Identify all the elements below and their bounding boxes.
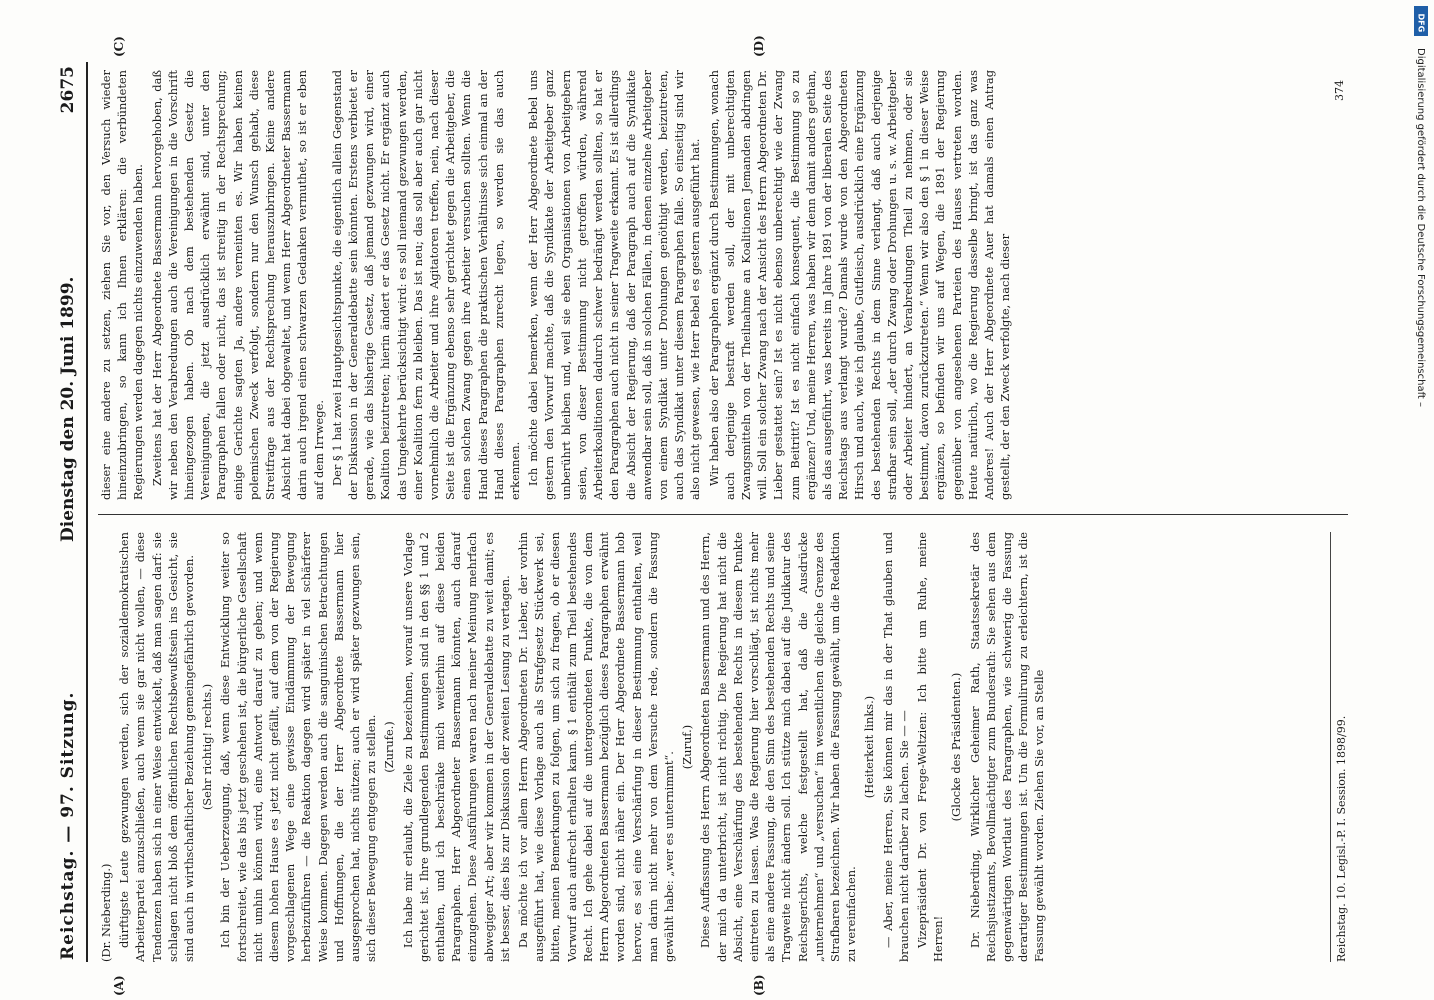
interjection: (Glocke des Präsidenten.) bbox=[949, 672, 964, 822]
speaker-ref: (Dr. Nieberding.) bbox=[99, 863, 113, 962]
page-number: 2675 bbox=[58, 66, 78, 114]
paragraph: — Aber, meine Herren, Sie können mir das in der That glauben und brauchen nicht darüber zu lachen. Sie — — bbox=[880, 532, 911, 962]
paragraph: Da möchte ich vor allem Herrn Abgeordneten Dr. Lieber, der vorhin ausgeführt hat, wie diese Vorlage auch als Strafgesetz Stückwerk sei, bitten, meinen Bemerkungen zu folgen, um sich zu fragen, ob er diesen Vorwurf auch aufrecht erhalten kann. § 1 enthält zum Theil bestehendes Recht. Ich gehe dabei auf die untergeordneten Punkte, die von dem Herrn Abgeordneten Bassermann bezüglich dieses Paragraphen erwähnt worden sind, nicht näher ein. Der Herr Abgeordnete Bassermann hob hervor, es sei eine Verschärfung in dieser Bestimmung enthalten, weil man darin nicht mehr von dem Versuche rede, sondern die Fassung gewählt habe: „wer es unternimmt“. bbox=[516, 532, 676, 962]
margin-marker-d: (D) bbox=[752, 35, 766, 57]
signature-number: 374 bbox=[1332, 80, 1346, 101]
paragraph: dieser eine andere zu setzen, ziehen Sie vor, den Versuch wieder hineinzubringen, so kann ich Ihnen erklären: die verbündeten Regierungen werden dagegen nichts einzuwenden haben. bbox=[99, 70, 146, 500]
margin-marker-b: (B) bbox=[752, 974, 766, 996]
paragraph: Zweitens hat der Herr Abgeordnete Bassermann hervorgehoben, daß wir neben den Verabredungen auch die Vereinigungen in die Vorschrift hineingezogen haben. Ob nach dem bestehenden Gesetz die Vereinigungen, die jetzt ausdrücklich erwähnt sind, unter den Paragraphen fallen oder nicht, das ist streitig in der Rechtsprechung; einige Gerichte sagten Ja, andere verneinten es. Wir haben keinen polemischen Zweck verfolgt, sondern nur den Wunsch gehabt, diese Streitfrage aus der Rechtsprechung herauszubringen. Keine andere Absicht hat dabei obgewaltet, und wenn Herr Abgeordneter Bassermann darin auch irgend einen schwarzen Gedanken vermuthet, so ist er eben auf dem Irrwege. bbox=[149, 70, 326, 500]
margin-marker-a: (A) bbox=[112, 975, 126, 996]
header-date: Dienstag den 20. Juni 1899. bbox=[58, 276, 78, 542]
right-column bbox=[98, 70, 1358, 500]
rotated-page-content bbox=[52, 35, 1372, 996]
paragraph: Ich habe mir erlaubt, die Ziele zu bezeichnen, worauf unsere Vorlage gerichtet ist. Ihre grundlegenden Bestimmungen sind in den §§ 1 und 2 enthalten, und ich beschränke mich weiterhin auf diese beiden Paragraphen. Herr Abgeordneter Bassermann könnten, auch darauf einzugehen. Diese Ausführungen waren nach meiner Meinung mehrfach abwegiger Art; aber wir kommen in der Generaldebatte zu weit damit; es ist besser, dies bis zur Diskussion der zweiten Lesung zu vertagen. bbox=[400, 532, 512, 962]
credit-text: Digitalisierung gefördert durch die Deutsche Forschungsgemeinschaft – bbox=[1415, 48, 1426, 408]
header-left: Reichstag. — 97. Sitzung. bbox=[58, 691, 78, 960]
interjection: (Zurufe.) bbox=[382, 721, 397, 773]
paragraph: dürftigste Leute gezwungen werden, sich der sozialdemokratischen Arbeiterpartei anzuschließen, auch wenn sie gar nicht wollen, — diese Tendenzen haben sich in einer Weise entwickelt, daß man sagen darf: sie schlagen nicht bloß dem öffentlichen Rechtsbewußtsein ins Gesicht, sie sind auch in wirthschaftlicher Beziehung gemeingefährlich geworden. bbox=[117, 532, 197, 962]
paragraph: Ich möchte dabei bemerken, wenn der Herr Abgeordnete Bebel uns gestern den Vorwurf machte, daß die Syndikate der Arbeitgeber ganz unberührt bleiben und, weil sie eben Organisationen von Arbeitgebern seien, von dieser Bestimmung nicht getroffen würden, während Arbeiterkoalitionen dadurch schwer bedrängt werden sollten, so hat er den Paragraphen auch nicht in seiner Tragweite erkannt. Es ist allerdings die Absicht der Regierung, daß der Paragraph auch auf die Syndikate anwendbar sein soll, daß in solchen Fällen, in denen einzelne Arbeitgeber von einem Syndikat unter Drohungen genöthigt werden, beizutreten, auch das Syndikat unter diesem Paragraphen falle. So einseitig sind wir also nicht gewesen, wie Herr Bebel es gestern ausgeführt hat. bbox=[526, 70, 703, 500]
running-head bbox=[52, 62, 88, 962]
margin-marker-c: (C) bbox=[112, 36, 126, 57]
paragraph: Dr. Nieberding, Wirklicher Geheimer Rath, Staatssekretär des Reichsjustizamts, Bevollmächtigter zum Bundesrath: Sie sehen aus dem gegenwärtigen Wortlaut des Paragraphen, wie schwierig die Fassung derartiger Bestimmungen ist. Um die Formulirung zu erleichtern, ist die Fassung gewählt worden. Ziehen Sie vor, an Stelle bbox=[967, 532, 1047, 962]
interjection: (Sehr richtig! rechts.) bbox=[200, 683, 215, 811]
footer-line: Reichstag. 10. Legisl.-P. I. Session. 1898/99. bbox=[1330, 532, 1350, 962]
dfg-logo: DFG bbox=[1414, 6, 1428, 36]
digitization-credit bbox=[1410, 8, 1428, 992]
paragraph: Wir haben also der Paragraphen ergänzt durch Bestimmungen, wonach auch derjenige bestraft werden soll, der mit unberechtigten Zwangsmitteln von der Theilnahme an Koalitionen Jemanden abdringen will. Soll ein solcher Zwang nach der Ansicht des Herrn Abgeordneten Dr. Lieber gestattet sein? Ist es nicht ebenso unberechtigt wie der Zwang zum Beitritt? Ist es nicht einfach konsequent, die Bestimmung so zu ergänzen? Und, meine Herren, was haben wir denn damit anders gethan, als das ausgeführt, was bereits im Jahre 1891 von der liberalen Seite des Reichstags aus verlangt wurde? Damals wurde von den Abgeordneten Hirsch und auch, wie ich glaube, Gutfleisch, ausdrücklich eine Ergänzung des bestehenden Rechts in dem Sinne verlangt, daß auch derjenige strafbar sein soll, „der durch Zwang oder Drohungen u. s. w. Arbeitgeber oder Arbeiter hindert, an Verabredungen Theil zu nehmen, oder sie bestimmt, davon zurückzutreten.“ Wenn wir also den § 1 in dieser Weise ergänzen, so befinden wir uns auf Wegen, die 1891 der Regierung gegenüber von angesehenen Parteien des Hauses vertreten worden. Heute natürlich, wo die Regierung dasselbe bringt, ist das ganz was Anderes! Auch der Herr Abgeordnete Auer hat damals einen Antrag gestellt, der den Zweck verfolgte, nach dieser bbox=[706, 70, 1013, 500]
interjection: (Zuruf.) bbox=[680, 724, 695, 770]
interjection: (Heiterkeit links.) bbox=[862, 695, 877, 799]
column-divider bbox=[98, 514, 1348, 515]
paragraph: Der § 1 hat zwei Hauptgesichtspunkte, die eigentlich allein Gegenstand der Diskussion in der Generaldebatte sein könnten. Erstens verbietet er gerade, wie das bisherige Gesetz, daß jemand gezwungen wird, einer Koalition beizutreten; hierin ändert er das Gesetz nicht. Er ergänzt auch das Umgekehrte berücksichtigt wird: es soll niemand gezwungen werden, einer Koalition fern zu bleiben. Das ist neu; das soll aber auch gar nicht vornehmlich die Arbeiter und ihre Agitatoren treffen, nein, nach dieser Seite ist die Ergänzung ebenso sehr gerichtet gegen die Arbeitgeber, die einen solchen Zwang gegen ihre Arbeiter versuchen sollten. Wenn die Hand dieses Paragraphen die praktischen Verhältnisse sich einmal an der Hand dieses Paragraphen zurecht legen, so werden sie das auch erkennen. bbox=[329, 70, 523, 500]
paragraph: Diese Auffassung des Herrn Abgeordneten Bassermann und des Herrn, der mich da unterbricht, ist nicht richtig. Die Regierung hat nicht die Absicht, eine Verschärfung des bestehenden Rechts in diesem Punkte eintreten zu lassen. Was die Regierung hier vorschlägt, ist nichts mehr als eine andere Fassung, die den Sinn des bestehenden Rechts und seine Tragweite nicht ändern soll. Ich stütze mich dabei auf die Judikatur des Reichsgerichts, welche festgestellt hat, daß die Ausdrücke „unternehmen“ und „versuchen“ im wesentlichen die gleiche Grenze des Strafbaren bezeichnen. Wir haben die Fassung gewählt, um die Redaktion zu vereinfachen. bbox=[698, 532, 859, 962]
paragraph: Ich bin der Ueberzeugung, daß, wenn diese Entwicklung weiter so fortschreitet, wie das bis jetzt geschehen ist, die bürgerliche Gesellschaft nicht umhin können wird, eine Antwort darauf zu geben; und wenn diesem hohen Hause es jetzt nicht gefällt, auf dem von der Regierung vorgeschlagenen Wege eine gewisse Eindämmung der Bewegung herbeizuführen — die Reaktion dagegen wird später in viel schärferer Weise kommen. Dagegen werden auch die sanguinischen Betrachtungen und Hoffnungen, die der Herr Abgeordnete Bassermann hier ausgesprochen hat, nichts nützen; auch er wird später gezwungen sein, sich dieser Bewegung entgegen zu stellen. bbox=[218, 532, 379, 962]
left-column bbox=[98, 532, 1358, 962]
paragraph: Vizepräsident Dr. von Frege-Weltzien: Ich bitte um Ruhe, meine Herren! bbox=[914, 532, 946, 962]
